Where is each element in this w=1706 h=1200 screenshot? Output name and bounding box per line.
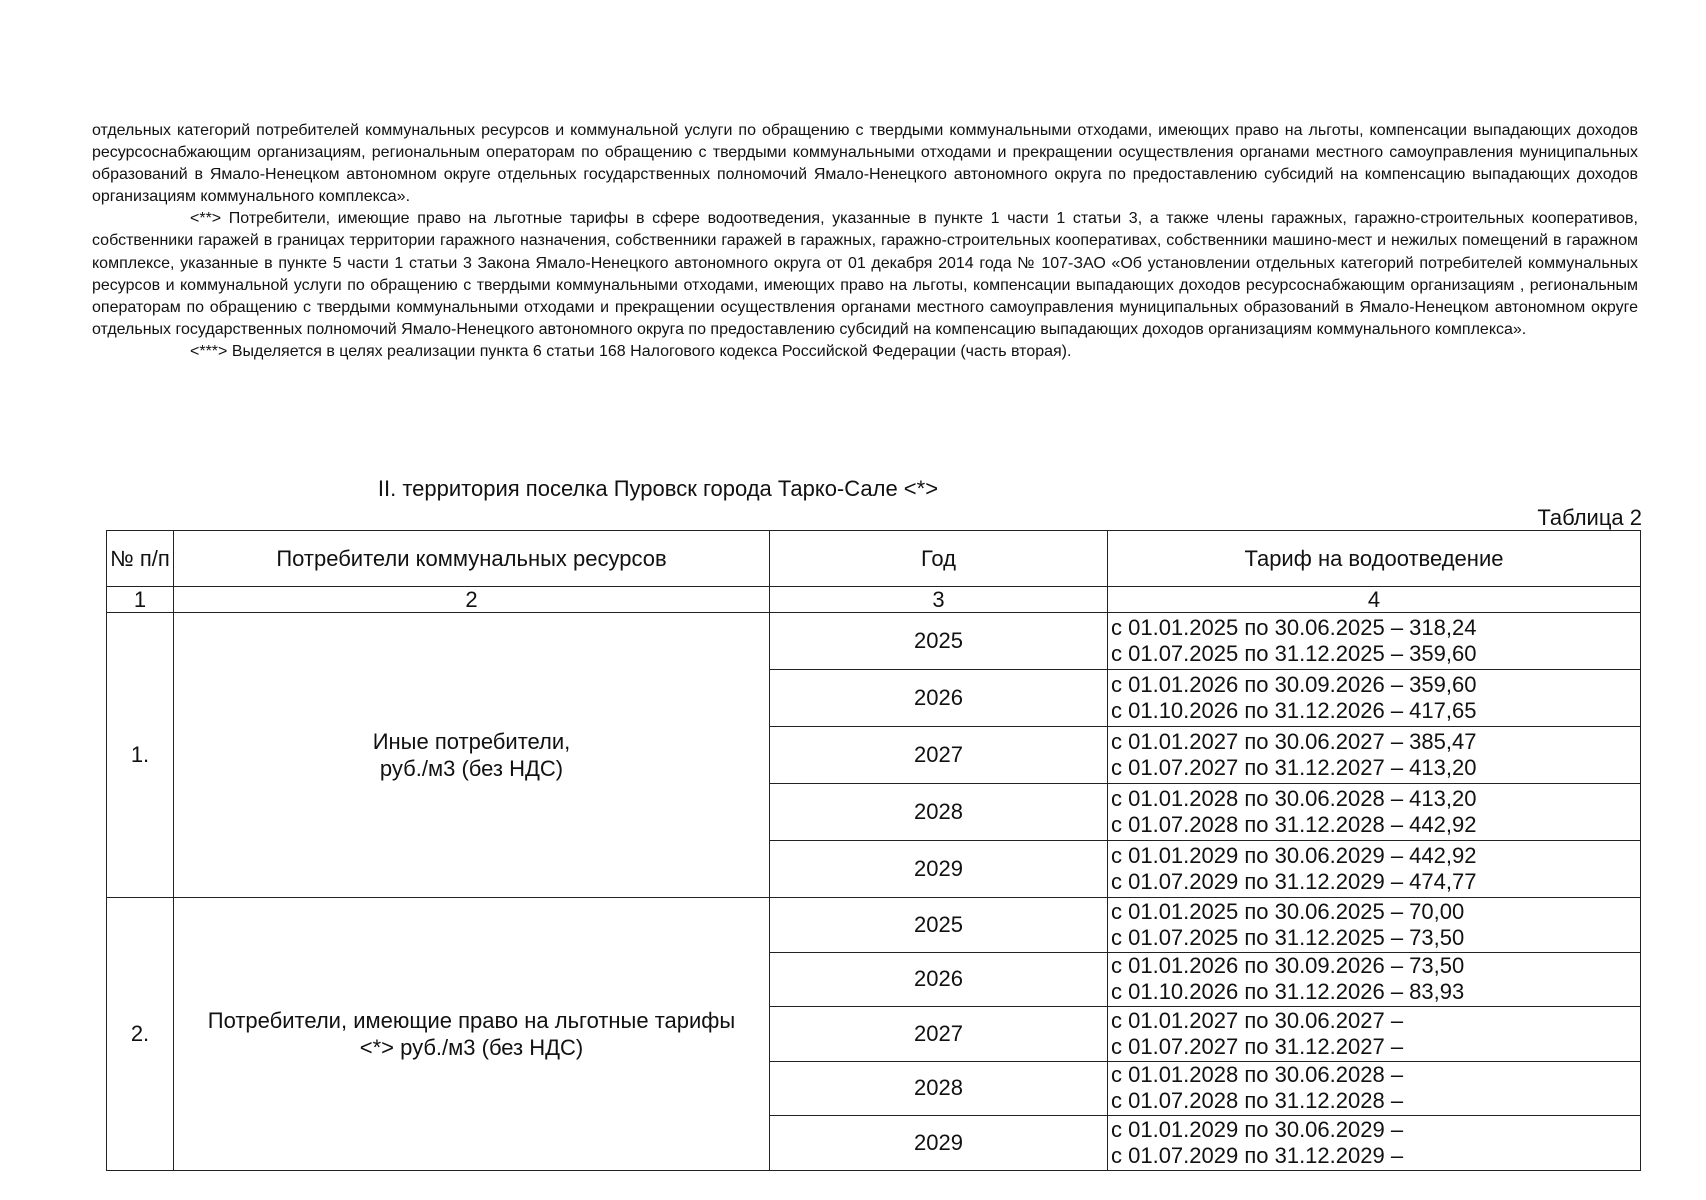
consumer-line: Иные потребители, [372,729,571,754]
section-title: II. территория поселка Пуровск города Тарко-Сале <*> [377,476,939,501]
row-number: 2. [107,898,174,1171]
consumer-line: руб./м3 (без НДС) [379,756,564,781]
tariff-line: с 01.07.2028 по 31.12.2028 – 442,92 [1111,812,1477,837]
header-num: № п/п [107,531,174,587]
tariff-line: с 01.01.2028 по 30.06.2028 – 413,20 [1111,786,1477,811]
tariff-cell [1108,1007,1641,1062]
year-cell: 2028 [770,784,1108,841]
tariff-cell [1108,841,1641,898]
tariff-line: с 01.01.2025 по 30.06.2025 – 70,00 [1111,898,1465,924]
tariff-line: с 01.01.2025 по 30.06.2025 – 318,24 [1111,615,1477,640]
tariff-line: с 01.07.2029 по 31.12.2029 – 474,77 [1111,869,1477,894]
tariff-line: с 01.01.2027 по 30.06.2027 – [1111,1007,1404,1033]
tariff-cell [1108,784,1641,841]
tariff-line: с 01.10.2026 по 31.12.2026 – 83,93 [1111,979,1465,1005]
table-header-row [107,531,1641,587]
year-cell: 2026 [770,952,1108,1007]
tariff-line: с 01.01.2027 по 30.06.2027 – 385,47 [1111,729,1477,754]
table-row [107,898,1641,953]
footnote-continuation: отдельных категорий потребителей коммунальных ресурсов и коммунальной услуги по обращению с твердыми коммунальными отходами, имеющих право на льготы, компенсации выпадающих доходов ресурсоснабжающим организациям, региональным операторам по обращению с твердыми коммунальными отходами и прекращении осуществления органами местного самоуправления муниципальных образований в Ямало-Ненецком автономном округе отдельных государственных полномочий Ямало-Ненецкого автономного округа по предоставлению субсидий на компенсацию выпадающих доходов организациям коммунального комплекса». [92,122,1638,206]
tariff-cell [1108,670,1641,727]
tariff-line: с 01.01.2028 по 30.06.2028 – [1111,1062,1404,1088]
index-cell: 2 [174,587,770,613]
year-cell: 2025 [770,898,1108,953]
index-cell: 4 [1108,587,1641,613]
year-cell: 2029 [770,841,1108,898]
table-index-row [107,587,1641,613]
tariff-cell [1108,1061,1641,1116]
year-cell: 2027 [770,727,1108,784]
tariff-line: с 01.01.2029 по 30.06.2029 – 442,92 [1111,843,1477,868]
tariff-table [106,530,1641,1171]
year-cell: 2029 [770,1116,1108,1171]
index-cell: 1 [107,587,174,613]
tariff-line: с 01.07.2029 по 31.12.2029 – [1111,1142,1404,1168]
tariff-line: с 01.01.2029 по 30.06.2029 – [1111,1116,1404,1142]
tariff-cell [1108,1116,1641,1171]
tariff-line: с 01.10.2026 по 31.12.2026 – 417,65 [1111,698,1477,723]
footnote-double-asterisk: <**> Потребители, имеющие право на льготные тарифы в сфере водоотведения, указанные в пункте 1 части 1 статьи 3, а также члены гаражных, гаражно-строительных кооперативов, собственники гаражей в границах территории гаражного назначения, собственники гаражей в гаражных, гаражно-строительных кооперативах, собственники машино-мест и нежилых помещений в гаражном комплексе, указанные в пункте 5 части 1 статьи 3 Закона Ямало-Ненецкого автономного округа от 01 декабря 2014 года № 107-ЗАО «Об установлении отдельных категорий потребителей коммунальных ресурсов и коммунальной услуги по обращению с твердыми коммунальными отходами, имеющих право на льготы, компенсации выпадающих доходов ресурсоснабжающим организациям , региональным операторам по обращению с твердыми коммунальными отходами и прекращении осуществления органами местного самоуправления муниципальных образований в Ямало-Ненецком автономном округе отдельных государственных полномочий Ямало-Ненецкого автономного округа по предоставлению субсидий на компенсацию выпадающих доходов организациям коммунального комплекса». [92,210,1638,338]
year-cell: 2028 [770,1061,1108,1116]
tariff-cell [1108,952,1641,1007]
table-label: Таблица 2 [1537,505,1642,530]
tariff-line: с 01.07.2027 по 31.12.2027 – [1111,1033,1404,1059]
year-cell: 2025 [770,613,1108,670]
tariff-line: с 01.07.2027 по 31.12.2027 – 413,20 [1111,755,1477,780]
tariff-line: с 01.01.2026 по 30.09.2026 – 73,50 [1111,953,1465,979]
consumer-line: <*> руб./м3 (без НДС) [359,1034,584,1060]
tariff-line: с 01.07.2025 по 31.12.2025 – 359,60 [1111,641,1477,666]
consumer-cell [174,898,770,1171]
row-number: 1. [107,613,174,898]
year-cell: 2027 [770,1007,1108,1062]
consumer-line: Потребители, имеющие право на льготные тарифы [207,1007,736,1033]
tariff-line: с 01.07.2025 по 31.12.2025 – 73,50 [1111,924,1465,950]
tariff-line: с 01.01.2026 по 30.09.2026 – 359,60 [1111,672,1477,697]
year-cell: 2026 [770,670,1108,727]
footnotes [92,120,1638,363]
header-tariff: Тариф на водоотведение [1108,531,1641,587]
header-consumers: Потребители коммунальных ресурсов [174,531,770,587]
index-cell: 3 [770,587,1108,613]
tariff-line: с 01.07.2028 по 31.12.2028 – [1111,1088,1404,1114]
tariff-cell [1108,727,1641,784]
table-row [107,613,1641,670]
tariff-cell [1108,898,1641,953]
consumer-cell [174,613,770,898]
tariff-cell [1108,613,1641,670]
header-year: Год [770,531,1108,587]
footnote-triple-asterisk: <***> Выделяется в целях реализации пункта 6 статьи 168 Налогового кодекса Российской Федерации (часть вторая). [190,342,1072,360]
